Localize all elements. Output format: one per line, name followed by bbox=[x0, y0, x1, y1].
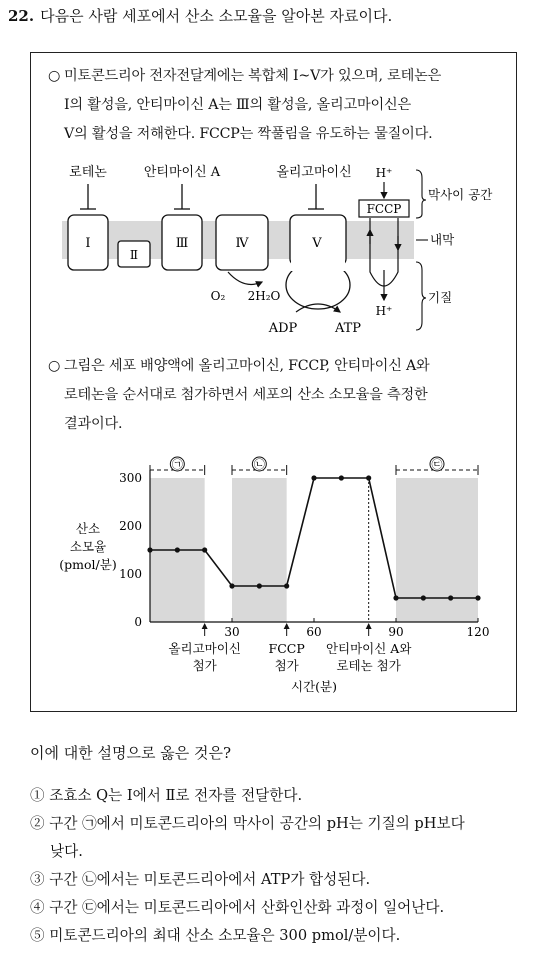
bullet: ○ bbox=[48, 68, 61, 84]
h-plus-bottom: H⁺ bbox=[375, 304, 393, 318]
complex-1-label: Ⅰ bbox=[85, 236, 91, 251]
data-point-7 bbox=[311, 475, 316, 480]
x-axis-label: 시간(분) bbox=[291, 679, 337, 694]
prompt: 이에 대한 설명으로 옳은 것은? bbox=[30, 744, 231, 762]
y-tick-label-200: 200 bbox=[119, 519, 142, 533]
choice-2-text-cont: 낮다. bbox=[50, 843, 83, 860]
choice-2[interactable] bbox=[30, 810, 520, 866]
interval-label-1: ㉠ bbox=[171, 458, 183, 471]
x-tick-label-90: 90 bbox=[388, 625, 404, 639]
y-tick-label-100: 100 bbox=[119, 567, 142, 581]
region-membrane: 내막 bbox=[430, 232, 455, 247]
complex-4-label: Ⅳ bbox=[235, 236, 249, 251]
addition-label-2-2: 첨가 bbox=[274, 658, 299, 673]
para2-line-1: 그림은 세포 배양액에 올리고마이신, FCCP, 안티마이신 A와 bbox=[64, 358, 430, 374]
choice-5-num: ⑤ bbox=[30, 927, 45, 944]
data-point-4 bbox=[229, 583, 234, 588]
y-tick-label-0: 0 bbox=[134, 615, 142, 629]
h2o-label: 2H₂O bbox=[247, 289, 281, 303]
complex-2-label: Ⅱ bbox=[129, 248, 139, 262]
data-point-12 bbox=[448, 595, 453, 600]
choice-5-text: 미토콘드리아의 최대 산소 소모율은 300 pmol/분이다. bbox=[49, 927, 401, 944]
antimycin-label: 안티마이신 A bbox=[143, 165, 221, 180]
y-axis-label-line-2: 소모율 bbox=[69, 539, 107, 554]
addition-arrowhead-1 bbox=[202, 623, 208, 629]
addition-label-1-1: 올리고마이신 bbox=[168, 641, 241, 656]
choice-4-text: 구간 ㉢에서는 미토콘드리아에서 산화인산화 과정이 일어난다. bbox=[49, 899, 445, 916]
data-point-3 bbox=[202, 547, 207, 552]
para1-line-3: Ⅴ의 활성을 저해한다. FCCP는 짝풀림을 유도하는 물질이다. bbox=[64, 126, 433, 142]
choice-2-text: 구간 ㉠에서 미토콘드리아의 막사이 공간의 pH는 기질의 pH보다 bbox=[49, 815, 465, 832]
h-plus-top: H⁺ bbox=[375, 166, 393, 180]
para1-line-1: 미토콘드리아 전자전달계에는 복합체 Ⅰ~Ⅴ가 있으며, 로테논은 bbox=[64, 68, 442, 84]
choice-3-num: ③ bbox=[30, 871, 45, 888]
bullet: ○ bbox=[48, 358, 61, 374]
y-tick-label-300: 300 bbox=[119, 471, 142, 485]
data-point-13 bbox=[475, 595, 480, 600]
interval-label-2: ㉡ bbox=[253, 458, 265, 471]
choice-1[interactable] bbox=[30, 782, 520, 810]
complex-3-label: Ⅲ bbox=[175, 236, 189, 251]
data-point-2 bbox=[175, 547, 180, 552]
para1-line-2: Ⅰ의 활성을, 안티마이신 A는 Ⅲ의 활성을, 올리고마이신은 bbox=[64, 97, 412, 113]
data-point-8 bbox=[339, 475, 344, 480]
choice-3[interactable] bbox=[30, 866, 520, 894]
oligomycin-label: 올리고마이신 bbox=[276, 165, 352, 180]
data-point-6 bbox=[284, 583, 289, 588]
adp-label: ADP bbox=[268, 321, 298, 336]
x-tick-label-60: 60 bbox=[306, 625, 322, 639]
o2-label: O₂ bbox=[210, 289, 226, 303]
choice-5[interactable] bbox=[30, 922, 520, 950]
y-axis-label-line-3: (pmol/분) bbox=[59, 557, 117, 572]
region-intermembrane: 막사이 공간 bbox=[428, 187, 493, 202]
rotenone-label: 로테논 bbox=[69, 165, 107, 180]
atp-label: ATP bbox=[334, 321, 362, 336]
para2-line-3: 결과이다. bbox=[64, 416, 123, 432]
y-axis-label-line-1: 산소 bbox=[75, 521, 101, 536]
para2-line-2: 로테논을 순서대로 첨가하면서 세포의 산소 소모율을 측정한 bbox=[64, 387, 428, 403]
data-point-1 bbox=[147, 547, 152, 552]
interval-label-3: ㉢ bbox=[431, 458, 443, 471]
choice-4-num: ④ bbox=[30, 899, 45, 916]
addition-label-2-1: FCCP bbox=[268, 641, 305, 656]
question-number: 22. bbox=[8, 7, 35, 25]
region-matrix: 기질 bbox=[428, 290, 453, 305]
data-point-5 bbox=[257, 583, 262, 588]
addition-label-3-1: 안티마이신 A와 bbox=[325, 641, 412, 656]
addition-label-1-2: 첨가 bbox=[192, 658, 217, 673]
fccp-label: FCCP bbox=[366, 202, 402, 216]
addition-arrowhead-3 bbox=[366, 623, 372, 629]
choice-2-num: ② bbox=[30, 815, 45, 832]
data-point-9 bbox=[366, 475, 371, 480]
shaded-interval-3 bbox=[396, 478, 478, 622]
choice-3-text: 구간 ㉡에서는 미토콘드리아에서 ATP가 합성된다. bbox=[49, 871, 371, 888]
shaded-interval-2 bbox=[232, 478, 287, 622]
choice-1-text: 조효소 Q는 Ⅰ에서 Ⅱ로 전자를 전달한다. bbox=[49, 787, 303, 804]
data-point-10 bbox=[393, 595, 398, 600]
addition-label-3-2: 로테논 첨가 bbox=[336, 658, 401, 673]
x-tick-label-120: 120 bbox=[466, 625, 490, 639]
complex-5-label: Ⅴ bbox=[312, 236, 322, 251]
question-text: 다음은 사람 세포에서 산소 소모율을 알아본 자료이다. bbox=[40, 7, 393, 25]
choice-4[interactable] bbox=[30, 894, 520, 922]
addition-arrowhead-2 bbox=[284, 623, 290, 629]
choice-1-num: ① bbox=[30, 787, 45, 804]
x-tick-label-30: 30 bbox=[224, 625, 240, 639]
data-point-11 bbox=[421, 595, 426, 600]
